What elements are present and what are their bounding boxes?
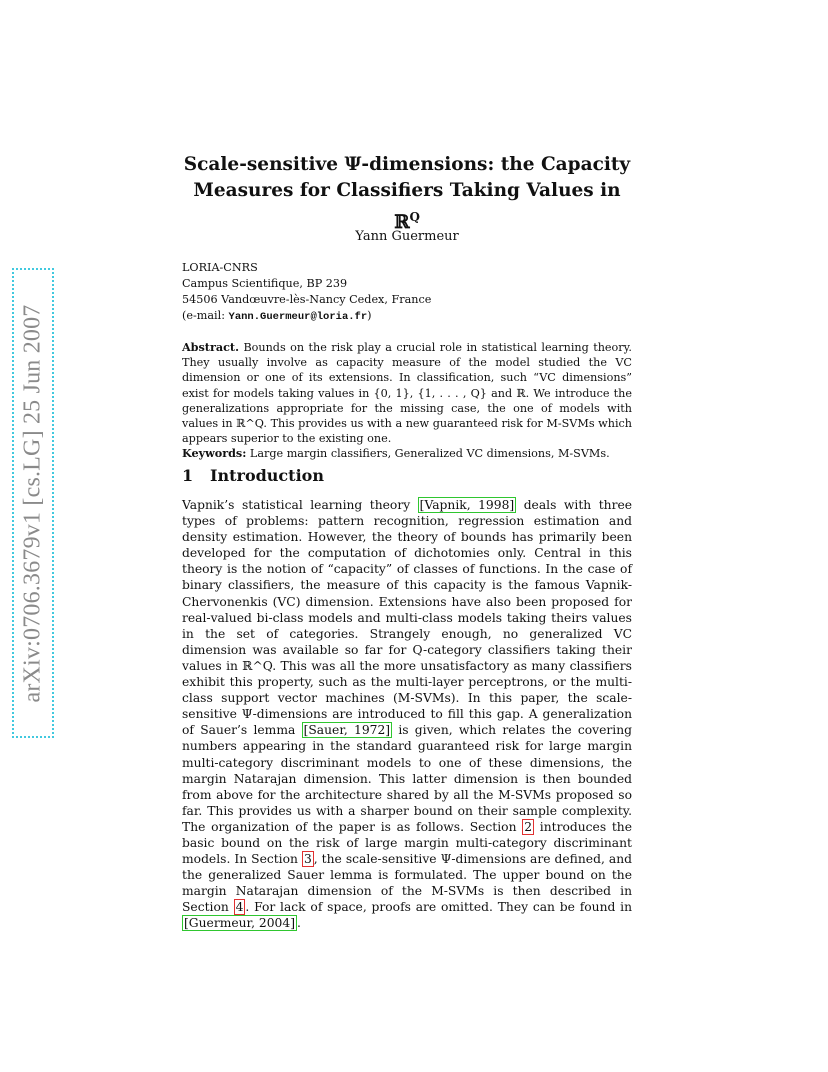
section-heading	[182, 466, 632, 485]
body-text-segment: is given, which relates the covering numbers appearing in the standard guaranteed risk for large margin multi-category discriminant models to one of these dimensions, the margin Natarajan dimension. This latter dimension is then bounded from above for the architecture shared by all the M-SVMs proposed so far. This provides us with a sharper bound on their sample complexity. The organization of the paper is as follows. Section	[182, 723, 632, 834]
arxiv-stamp-text: arXiv:0706.3679v1 [cs.LG] 25 Jun 2007	[19, 303, 46, 703]
affiliation-email-line	[182, 308, 632, 325]
section-ref-link[interactable]: 2	[524, 819, 533, 834]
abstract-text: Bounds on the risk play a crucial role in statistical learning theory. They usually involve as capacity measure of the model studied the VC dimension or one of its extensions. In classification, such “VC dimensions” exist for models taking values in {0, 1}, {1, . . . , Q} and ℝ. We introduce the generalizations appropriate for the missing case, the one of models with values in ℝ^Q. This provides us with a new guaranteed risk for M-SVMs which appears superior to the existing one.	[182, 341, 632, 446]
section-title: Introduction	[210, 466, 324, 485]
body-text-segment: introduces the basic bound on the risk of large margin multi-category discriminant models. In Section	[182, 819, 632, 867]
section-number: 1	[182, 466, 194, 485]
affiliation	[182, 260, 632, 325]
abstract-label: Abstract.	[182, 340, 239, 354]
arxiv-stamp	[12, 268, 54, 738]
body-text-segment: , the scale-sensitive Ψ-dimensions are defined, and the generalized Sauer lemma is formulated. The upper bound on the margin Natarajan dimension of the M-SVMs is then described in Section	[182, 852, 632, 915]
introduction-paragraph	[182, 497, 632, 932]
author-name: Yann Guermeur	[355, 229, 459, 244]
email-suffix: )	[367, 309, 372, 322]
email-address[interactable]: Yann.Guermeur@loria.fr	[228, 311, 368, 323]
title-superscript: Q	[409, 210, 420, 224]
title-line-2	[182, 178, 632, 236]
keywords-text: Large margin classifiers, Generalized VC dimensions, M-SVMs.	[249, 447, 610, 461]
affiliation-org: LORIA-CNRS	[182, 261, 258, 274]
keywords-label: Keywords:	[182, 446, 247, 461]
section-ref-link[interactable]: 4	[235, 900, 244, 915]
citation-link[interactable]: [Guermeur, 2004]	[184, 916, 295, 931]
email-prefix: (e-mail:	[182, 309, 229, 322]
citation-link[interactable]: [Sauer, 1972]	[303, 723, 391, 738]
affiliation-line-3: 54506 Vandœuvre-lès-Nancy Cedex, France	[182, 293, 432, 306]
body-text-segment: deals with three types of problems: pattern recognition, regression estimation and density estimation. However, the theory of bounds has primarily been developed for the computation of dichotomies only. Central in this theory is the notion of “capacity” of classes of functions. In the case of binary classifiers, the measure of this capacity is the famous Vapnik-Chervonenkis (VC) dimension. Extensions have also been proposed for real-valued bi-class models and multi-class models taking theirs values in the set of categories. Strangely enough, no generalized VC dimension was available so far for Q-category classifiers taking their values in ℝ^Q. This was all the more unsatisfactory as many classifiers exhibit this property, such as the multi-layer perceptrons, or the multi-class support vector machines (M-SVMs). In this paper, the scale-sensitive Ψ-dimensions are introduced to fill this gap. A generalization of Sauer’s lemma	[182, 498, 632, 738]
citation-link[interactable]: [Vapnik, 1998]	[419, 498, 515, 512]
keywords	[182, 446, 632, 461]
body-text-segment: . For lack of space, proofs are omitted. They can be found in	[245, 900, 632, 915]
body-text-segment: .	[297, 916, 301, 931]
abstract	[182, 340, 632, 462]
paper-title	[182, 152, 632, 236]
title-line-1: Scale-sensitive Ψ-dimensions: the Capacity	[183, 154, 631, 175]
body-text-segment: Vapnik’s statistical learning theory	[182, 498, 418, 512]
section-ref-link[interactable]: 3	[303, 852, 312, 867]
affiliation-line-2: Campus Scientifique, BP 239	[182, 277, 348, 290]
abstract-body	[182, 340, 632, 446]
title-line-2-text: Measures for Classifiers Taking Values in ℝ	[193, 180, 621, 234]
